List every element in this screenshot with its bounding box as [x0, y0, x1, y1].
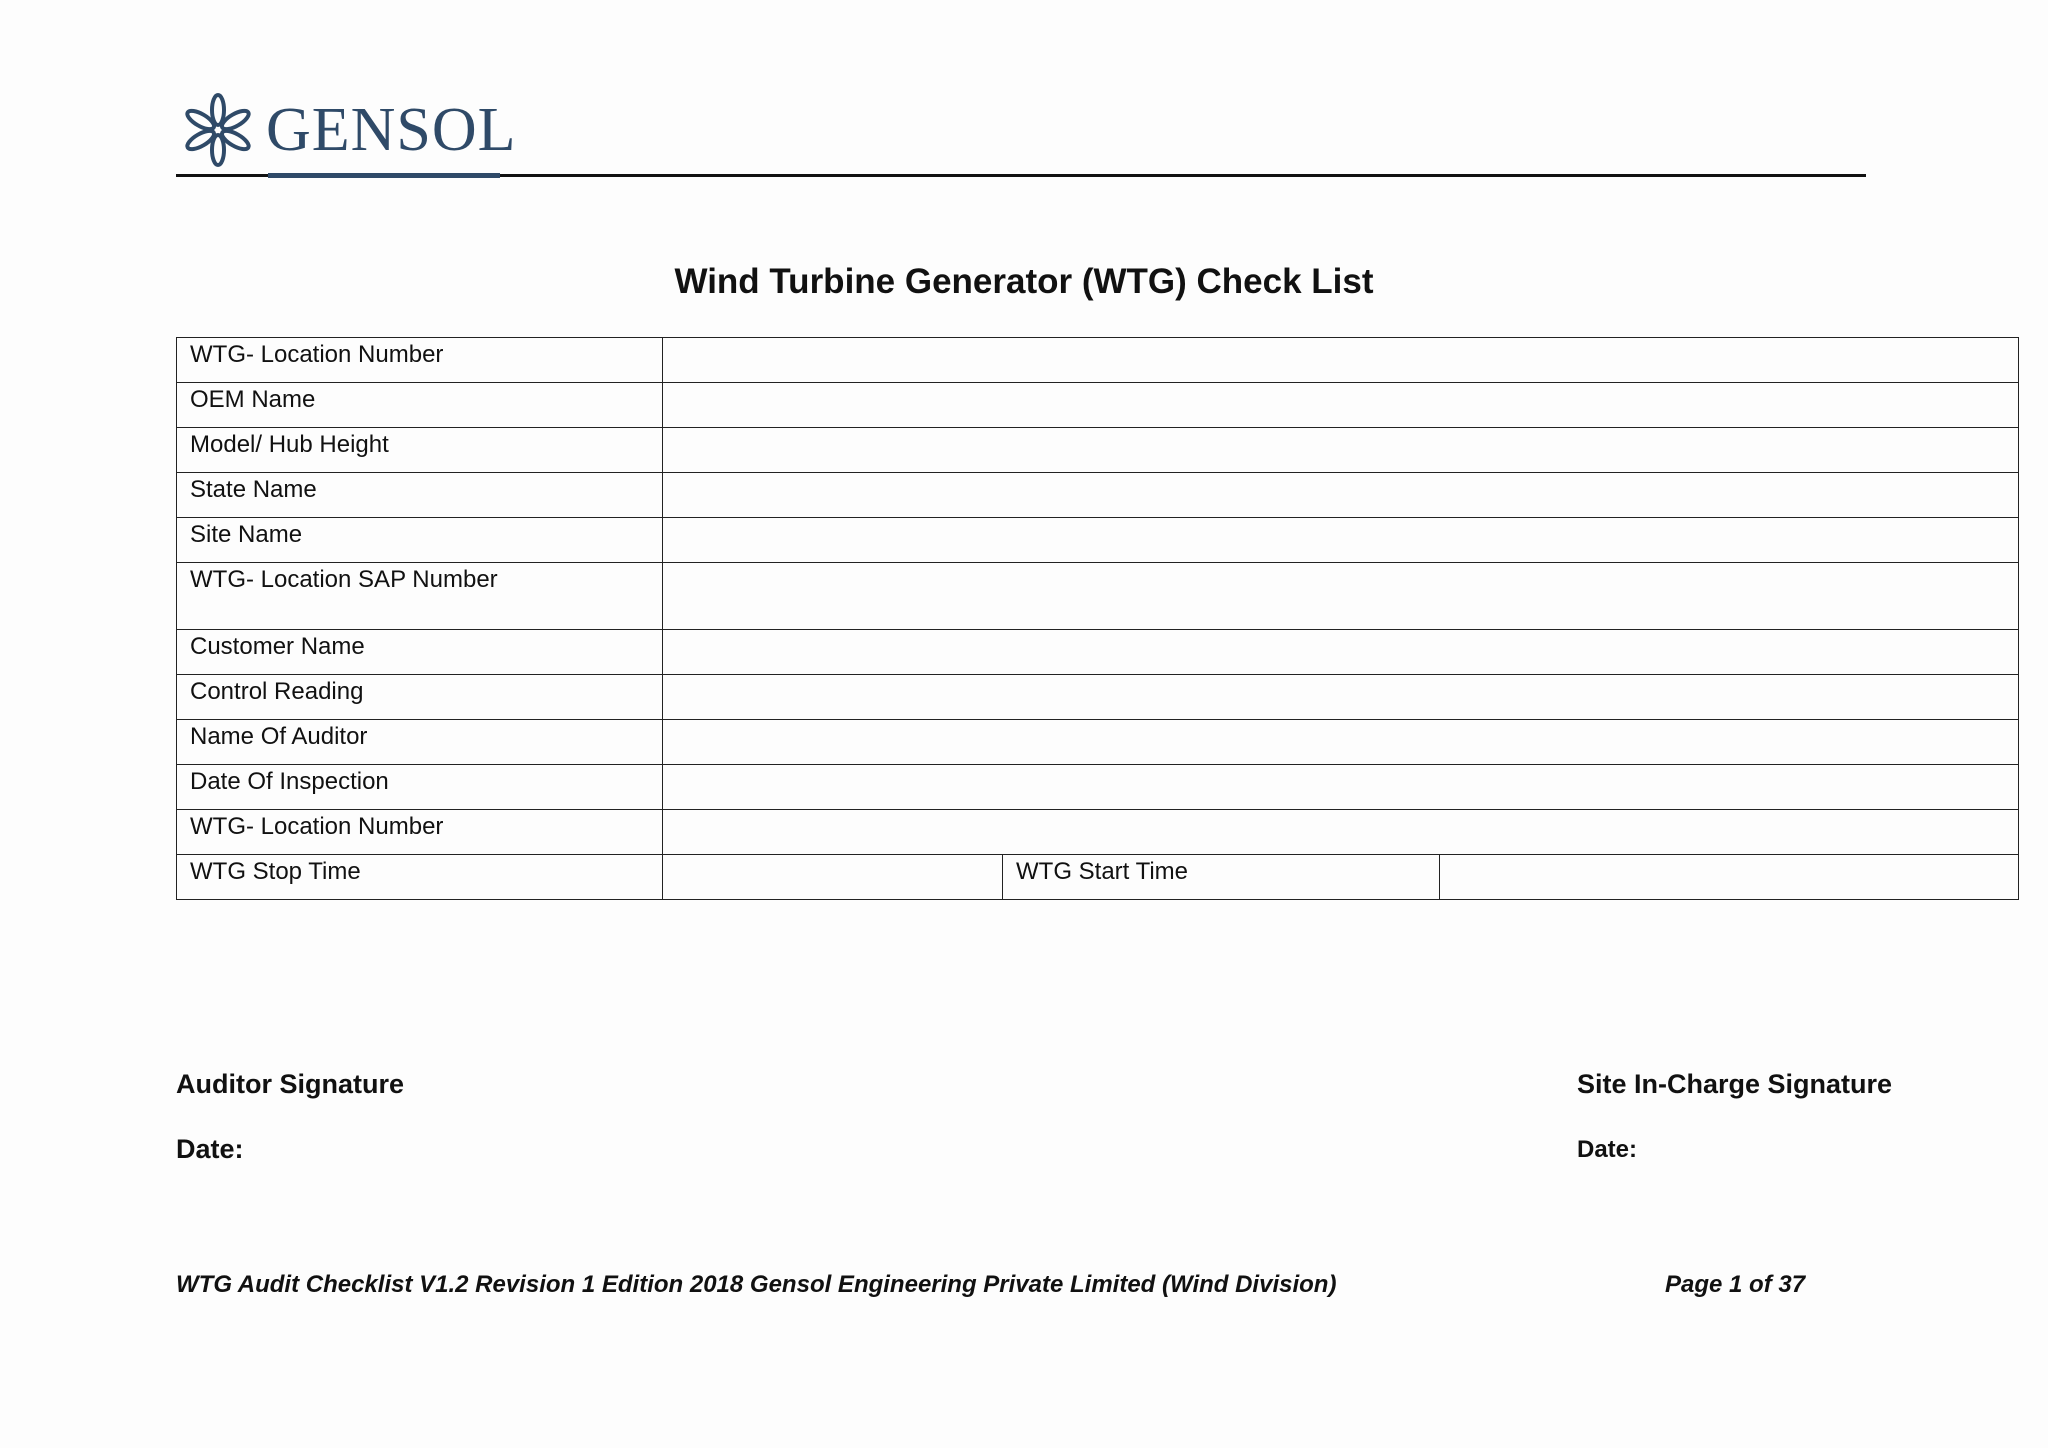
field-value[interactable]: [663, 630, 2019, 675]
field-label: Date Of Inspection: [177, 765, 663, 810]
table-row: [177, 473, 2019, 518]
footer-document-info: WTG Audit Checklist V1.2 Revision 1 Edition 2018 Gensol Engineering Private Limited (Wind Division): [176, 1271, 1337, 1298]
field-value[interactable]: [663, 563, 2019, 630]
field-value[interactable]: [663, 473, 2019, 518]
field-label: OEM Name: [177, 383, 663, 428]
field-value[interactable]: [663, 810, 2019, 855]
checklist-header-table: [176, 337, 2019, 900]
field-value[interactable]: [663, 675, 2019, 720]
document-title: Wind Turbine Generator (WTG) Check List: [674, 262, 1374, 301]
header-accent-bar: [268, 173, 500, 178]
table-row: [177, 855, 2019, 900]
field-label: Control Reading: [177, 675, 663, 720]
flower-logo-icon: [178, 90, 258, 170]
field-label: Site Name: [177, 518, 663, 563]
logo-text: GENSOL: [266, 96, 517, 164]
field-label: Customer Name: [177, 630, 663, 675]
stop-time-value[interactable]: [663, 855, 1003, 900]
field-value[interactable]: [663, 720, 2019, 765]
field-label: WTG- Location SAP Number: [177, 563, 663, 630]
field-label: WTG- Location Number: [177, 810, 663, 855]
field-value[interactable]: [663, 338, 2019, 383]
start-time-value[interactable]: [1440, 855, 2019, 900]
table-row: [177, 428, 2019, 473]
auditor-signature-label: Auditor Signature: [176, 1069, 404, 1099]
table-row: [177, 765, 2019, 810]
table-row: [177, 720, 2019, 765]
auditor-date-label: Date:: [176, 1134, 244, 1164]
field-label: Model/ Hub Height: [177, 428, 663, 473]
field-value[interactable]: [663, 383, 2019, 428]
site-incharge-signature-label: Site In-Charge Signature: [1577, 1069, 1893, 1099]
start-time-label: WTG Start Time: [1003, 855, 1440, 900]
site-date-label: Date:: [1577, 1136, 1638, 1163]
company-logo: [178, 90, 517, 170]
table-row: [177, 518, 2019, 563]
field-label: WTG- Location Number: [177, 338, 663, 383]
table-row: [177, 338, 2019, 383]
field-value[interactable]: [663, 765, 2019, 810]
table-row: [177, 675, 2019, 720]
field-label: State Name: [177, 473, 663, 518]
footer-page-number: Page 1 of 37: [1665, 1271, 1806, 1298]
field-label: Name Of Auditor: [177, 720, 663, 765]
field-value[interactable]: [663, 428, 2019, 473]
table-row: [177, 383, 2019, 428]
table-row: [177, 630, 2019, 675]
table-row: [177, 810, 2019, 855]
stop-time-label: WTG Stop Time: [177, 855, 663, 900]
table-row: [177, 563, 2019, 630]
field-value[interactable]: [663, 518, 2019, 563]
